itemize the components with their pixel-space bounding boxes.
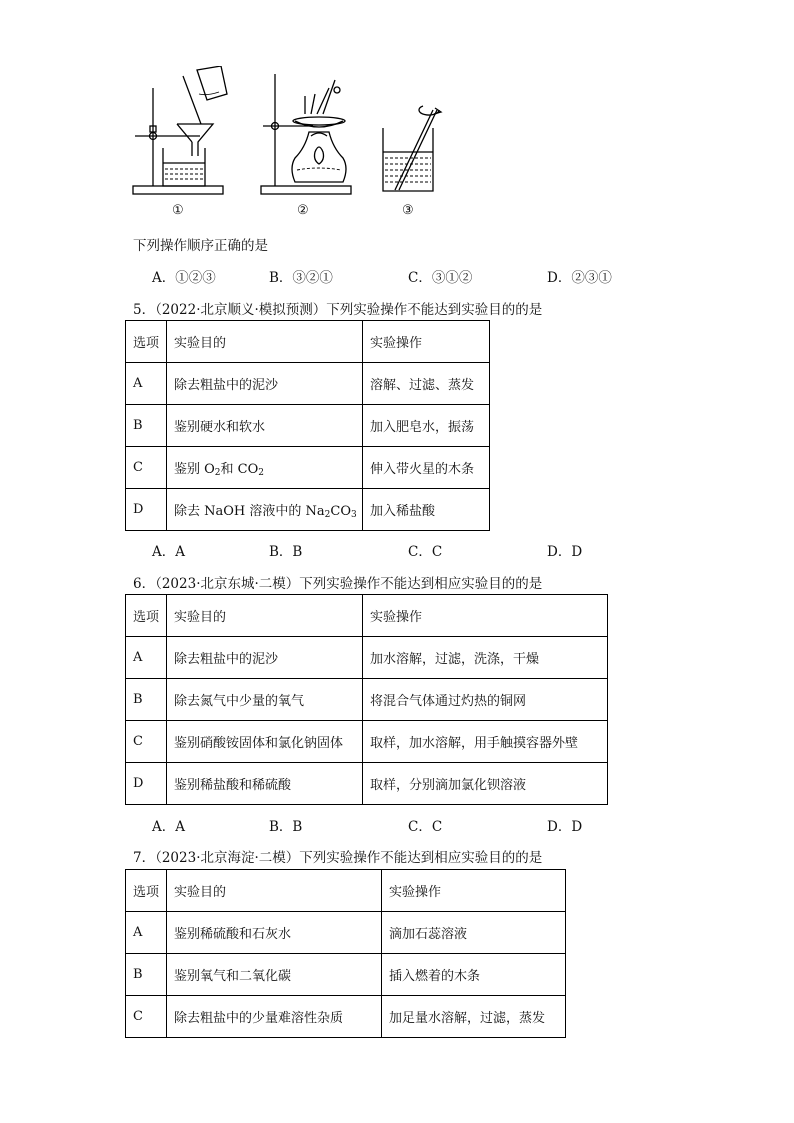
filtration-apparatus-drawing: [133, 66, 227, 194]
row-option: C: [126, 996, 167, 1038]
q4-stem: 下列操作顺序正确的是: [133, 238, 268, 254]
row-option: B: [126, 405, 167, 447]
row-operation: 伸入带火星的木条: [363, 447, 490, 489]
row-operation: 加水溶解，过滤，洗涤，干燥: [363, 637, 608, 679]
q4-option-b[interactable]: B．③②①: [269, 270, 333, 286]
q5-title: 5．（2022·北京顺义·模拟预测）下列实验操作不能达到实验目的的是: [133, 302, 543, 318]
row-operation: 溶解、过滤、蒸发: [363, 363, 490, 405]
header-option: 选项: [126, 870, 167, 912]
header-goal: 实验目的: [167, 870, 382, 912]
apparatus-figure: [125, 66, 455, 201]
row-goal: 鉴别稀盐酸和稀硫酸: [167, 763, 363, 805]
row-operation: 加足量水溶解，过滤，蒸发: [382, 996, 566, 1038]
row-option: D: [126, 489, 167, 531]
row-option: B: [126, 954, 167, 996]
table-row: [126, 996, 566, 1038]
table-row: [126, 763, 608, 805]
table-row: [126, 954, 566, 996]
q6-table: [125, 594, 608, 805]
table-row: [126, 489, 490, 531]
q5-option-b[interactable]: B．B: [269, 544, 303, 560]
row-goal: [167, 489, 363, 531]
table-header-row: [126, 321, 490, 363]
figure-label-3: ③: [402, 203, 414, 218]
q5-option-c[interactable]: C．C: [408, 544, 443, 560]
row-option: C: [126, 447, 167, 489]
row-goal: 除去粗盐中的泥沙: [167, 363, 363, 405]
row-option: A: [126, 912, 167, 954]
table-row: [126, 679, 608, 721]
q6-option-a[interactable]: A．A: [152, 819, 185, 835]
table-header-row: [126, 870, 566, 912]
goal-text: 鉴别 O: [174, 462, 215, 477]
header-operation: 实验操作: [382, 870, 566, 912]
goal-text: 和 CO: [220, 462, 259, 477]
row-operation: 取样，分别滴加氯化钡溶液: [363, 763, 608, 805]
row-operation: 滴加石蕊溶液: [382, 912, 566, 954]
row-operation: 插入燃着的木条: [382, 954, 566, 996]
table-row: [126, 912, 566, 954]
subscript: 2: [324, 510, 331, 520]
q4-options: [152, 266, 612, 284]
row-goal: [167, 447, 363, 489]
row-goal: 除去粗盐中的少量难溶性杂质: [167, 996, 382, 1038]
row-goal: 除去粗盐中的泥沙: [167, 637, 363, 679]
row-operation: 加入稀盐酸: [363, 489, 490, 531]
table-row: [126, 637, 608, 679]
subscript: 2: [214, 468, 221, 478]
q6-option-c[interactable]: C．C: [408, 819, 443, 835]
table-header-row: [126, 595, 608, 637]
table-row: [126, 447, 490, 489]
q5-options: [152, 540, 612, 558]
table-row: [126, 363, 490, 405]
table-row: [126, 721, 608, 763]
row-goal: 鉴别硬水和软水: [167, 405, 363, 447]
q6-option-b[interactable]: B．B: [269, 819, 303, 835]
q4-option-a[interactable]: A．①②③: [152, 270, 216, 286]
header-option: 选项: [126, 321, 167, 363]
q7-title: 7．（2023·北京海淀·二模）下列实验操作不能达到相应实验目的的是: [133, 850, 543, 866]
subscript: 2: [258, 468, 265, 478]
header-goal: 实验目的: [167, 595, 363, 637]
row-goal: 除去氮气中少量的氧气: [167, 679, 363, 721]
q5-table: [125, 320, 490, 531]
q7-table: [125, 869, 566, 1038]
header-operation: 实验操作: [363, 595, 608, 637]
table-row: [126, 405, 490, 447]
q4-option-d[interactable]: D．②③①: [547, 270, 612, 286]
header-option: 选项: [126, 595, 167, 637]
row-option: C: [126, 721, 167, 763]
row-goal: 鉴别硝酸铵固体和氯化钠固体: [167, 721, 363, 763]
figure-label-1: ①: [172, 203, 184, 218]
row-operation: 将混合气体通过灼热的铜网: [363, 679, 608, 721]
q6-title: 6．（2023·北京东城·二模）下列实验操作不能达到相应实验目的的是: [133, 576, 543, 592]
goal-text: 除去 NaOH 溶液中的 Na: [174, 504, 325, 519]
row-operation: 加入肥皂水，振荡: [363, 405, 490, 447]
q6-option-d[interactable]: D．D: [547, 819, 583, 835]
figure-label-2: ②: [297, 203, 309, 218]
beaker-stirring-drawing: [383, 106, 441, 191]
subscript: 3: [351, 510, 357, 520]
row-goal: 鉴别氧气和二氧化碳: [167, 954, 382, 996]
row-option: B: [126, 679, 167, 721]
header-goal: 实验目的: [167, 321, 363, 363]
goal-text: CO: [330, 504, 351, 519]
q4-option-c[interactable]: C．③①②: [408, 270, 473, 286]
row-goal: 鉴别稀硫酸和石灰水: [167, 912, 382, 954]
header-operation: 实验操作: [363, 321, 490, 363]
row-option: A: [126, 363, 167, 405]
q5-option-a[interactable]: A．A: [152, 544, 185, 560]
q5-option-d[interactable]: D．D: [547, 544, 583, 560]
evaporation-apparatus-drawing: [261, 74, 351, 194]
row-option: D: [126, 763, 167, 805]
row-operation: 取样，加水溶解，用手触摸容器外壁: [363, 721, 608, 763]
row-option: A: [126, 637, 167, 679]
q6-options: [152, 815, 612, 833]
